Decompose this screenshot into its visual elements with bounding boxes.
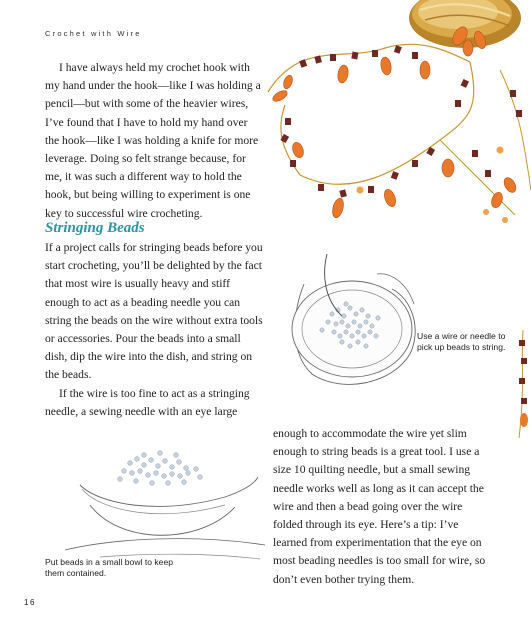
bowl-body (90, 505, 235, 535)
caption-wire-needle: Use a wire or needle to pick up beads to string. (417, 331, 506, 352)
page-number: 16 (24, 598, 36, 607)
dish-outline (292, 281, 412, 377)
wire-spool-image (409, 0, 521, 48)
caption-bowl: Put beads in a small bowl to keep them contained. (45, 557, 174, 578)
section-text-1: If a project calls for stringing beads before you start crocheting, you’ll be delighted by the fact that most wire is usually heavy and stiff enough to act as a beading needle you can string the beads on the wire without extra tools or accessories. Pour the beads into a small dish, dip the wire into the dish, and string on the beads. (45, 241, 263, 382)
intro-text: I have always held my crochet hook with my hand under the hook—like I was holding a pencil—but with some of the heavier wires, I’ve found that I have to hold my hand over the hook—like I was holding a knife for more leverage. Doing so felt strange because, for me, it was such a different way to hold the hook, but being willing to experiment is one key to successful wire crocheting. (45, 61, 261, 220)
running-header: Crochet with Wire (45, 29, 142, 38)
bead-strand-edge (511, 330, 531, 440)
section-text-2-end: enough to accommodate the wire yet slim enough to string beads is a great tool. I use a size 10 quilting needle, but a small sewing needle works well as long as it can accept the wire and then a bead going over the wire folded through its eye. Here’s a tip: I’ve learned from experimentation that the eye on most beading needles is too small for wire, so don’t even bother trying them. (273, 427, 486, 586)
beads-in-bowl (118, 451, 203, 486)
section-heading: Stringing Beads (45, 220, 145, 236)
section-text-2-start: If the wire is too fine to act as a stringing needle, a sewing needle with an eye large (45, 386, 250, 418)
